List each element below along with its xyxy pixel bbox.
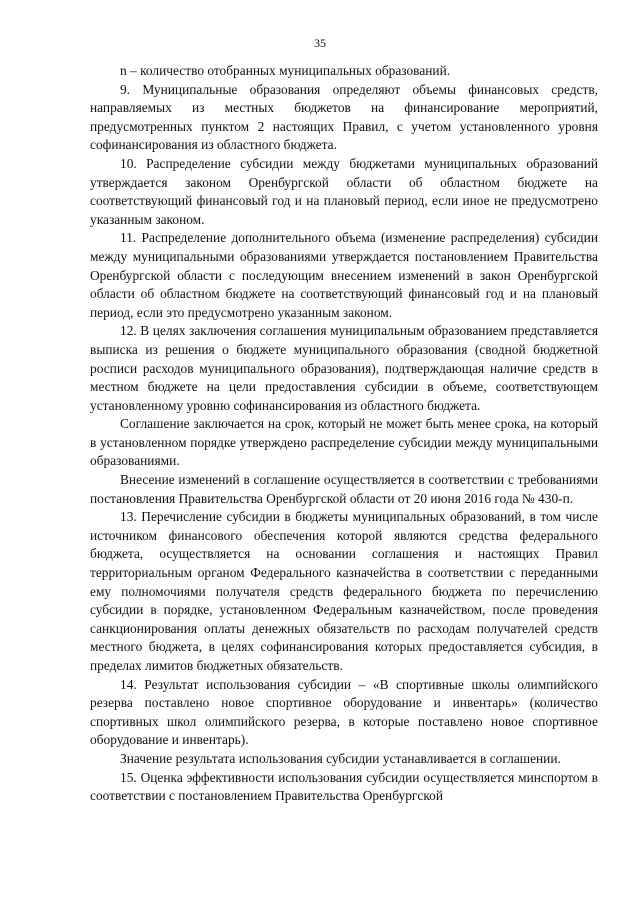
paragraph-result-value: Значение результата использования субсидии устанавливается в соглашении. <box>120 750 561 766</box>
paragraph-n-definition: n – количество отобранных муниципальных образований. <box>120 63 451 78</box>
paragraph-11: 11. Распределение дополнительного объема (изменение распределения) субсидии между муниципальными образованиями утверждается постановлением Правительства Оренбургской области с последующим внесением изменений в закон Оренбургской области об областном бюджете на соответствующий финансовый год и на плановый период, если это предусмотрено указанным законом. <box>90 230 598 320</box>
paragraph-13: 13. Перечисление субсидии в бюджеты муниципальных образований, в том числе источником финансового обеспечения которой являются средства федерального бюджета, осуществляется на основании соглашения и настоящих Правил территориальным органом Федерального казначейства в соответствии с переданными ему полномочиями получателя средств федерального бюджета по перечислению субсидии в порядке, установленном Федеральным казначейством, после проведения санкционирования оплаты денежных обязательств по расходам получателей средств местного бюджета, в целях софинансирования которых предоставляется субсидия, в пределах лимитов бюджетных обязательств. <box>90 509 598 673</box>
page-number: 35 <box>314 36 326 50</box>
paragraph-10: 10. Распределение субсидии между бюджетами муниципальных образований утверждается законом Оренбургской области об областном бюджете на соответствующий финансовый год и на плановый период, если иное не предусмотрено указанным законом. <box>90 155 598 227</box>
document-body <box>90 62 598 806</box>
paragraph-14: 14. Результат использования субсидии – «В спортивные школы олимпийского резерва поставлено новое спортивное оборудование и инвентарь» (количество спортивных школ олимпийского резерва, в которые поставлено новое спортивное оборудование и инвентарь). <box>90 676 598 748</box>
paragraph-agreement-term: Соглашение заключается на срок, который не может быть менее срока, на который в установленном порядке утверждено распределение субсидии между муниципальными образованиями. <box>90 416 598 469</box>
paragraph-9: 9. Муниципальные образования определяют объемы финансовых средств, направляемых из местных бюджетов на финансирование мероприятий, предусмотренных пунктом 2 настоящих Правил, с учетом установленного уровня софинансирования из областного бюджета. <box>90 81 598 153</box>
paragraph-agreement-changes: Внесение изменений в соглашение осуществляется в соответствии с требованиями постановления Правительства Оренбургской области от 20 июня 2016 года № 430-п. <box>90 472 598 506</box>
paragraph-15: 15. Оценка эффективности использования субсидии осуществляется минспортом в соответствии с постановлением Правительства Оренбургской <box>90 769 598 804</box>
paragraph-12: 12. В целях заключения соглашения муниципальным образованием представляется выписка из решения о бюджете муниципального образования (сводной бюджетной росписи расходов муниципального образования), подтверждающая наличие средств в местном бюджете на цели предоставления субсидии в объеме, соответствующем установленному уровню софинансирования из областного бюджета. <box>90 323 598 413</box>
